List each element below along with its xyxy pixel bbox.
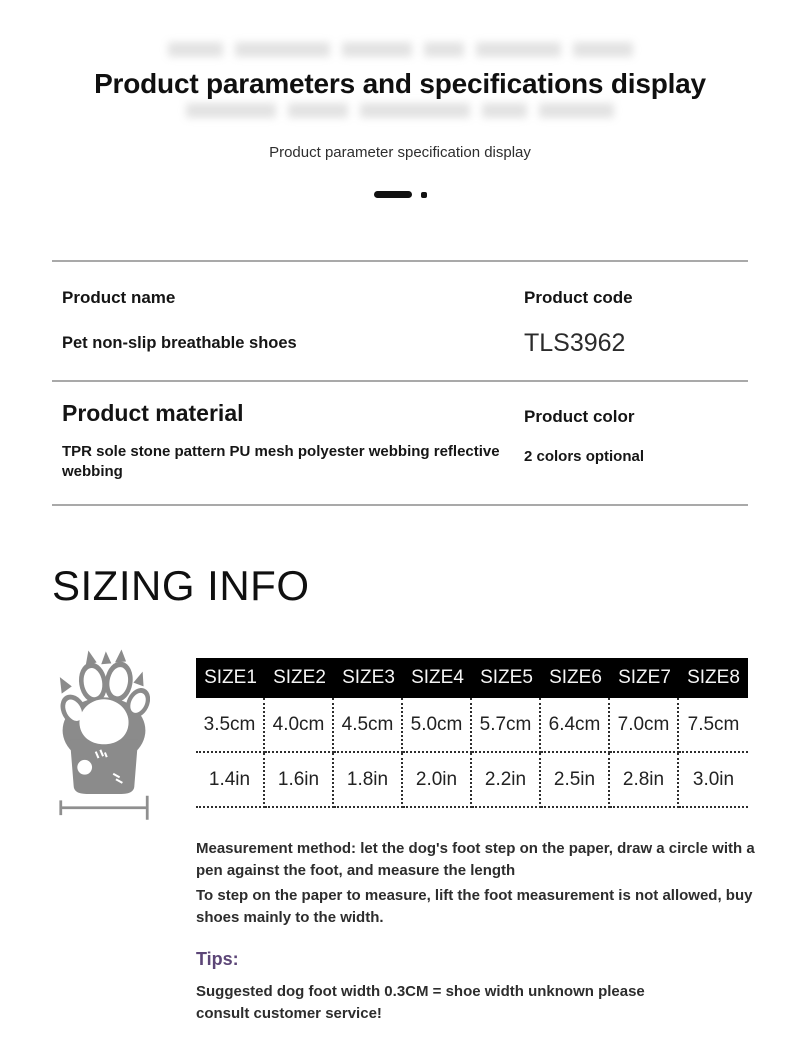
- product-color-label: Product color: [524, 407, 635, 426]
- product-color-column: [524, 400, 748, 504]
- size-inch-cell: 2.5in: [541, 753, 610, 808]
- size-header-cell: SIZE3: [342, 667, 395, 688]
- spec-row-material-color: [52, 382, 748, 504]
- measurement-note-2: To step on the paper to measure, lift the foot measurement is not allowed, buy shoes mainly to the width.: [196, 886, 753, 926]
- product-name-value: Pet non-slip breathable shoes: [62, 334, 297, 352]
- size-header-cell: SIZE8: [687, 667, 740, 688]
- size-inch-cell: 2.0in: [403, 753, 472, 808]
- divider-dot: [421, 192, 427, 198]
- product-color-value: 2 colors optional: [524, 448, 645, 465]
- size-cm-cell: 5.7cm: [472, 698, 541, 753]
- sizing-body: [52, 644, 748, 826]
- size-cm-row: [196, 698, 748, 753]
- size-inch-cell: 3.0in: [679, 753, 748, 808]
- size-inch-cell: 1.6in: [265, 753, 334, 808]
- size-cm-cell: 3.5cm: [196, 698, 265, 753]
- product-material-label: Product material: [62, 400, 244, 426]
- size-inch-row: [196, 753, 748, 808]
- size-table-header-row: [196, 658, 748, 698]
- size-inch-cell: 1.4in: [196, 753, 265, 808]
- product-material-value: TPR sole stone pattern PU mesh polyester webbing reflective webbing: [62, 443, 500, 480]
- size-header-cell: SIZE5: [480, 667, 533, 688]
- measurement-note-1: Measurement method: let the dog's foot step on the paper, draw a circle with a pen against the foot, and measure the length: [196, 839, 755, 879]
- measurement-notes: [196, 838, 770, 1025]
- tips-label: Tips:: [196, 948, 239, 969]
- spec-section: [52, 260, 748, 506]
- size-header-cell: SIZE2: [273, 667, 326, 688]
- size-cm-cell: 4.0cm: [265, 698, 334, 753]
- size-cm-cell: 6.4cm: [541, 698, 610, 753]
- ghost-text-bottom: [0, 103, 800, 118]
- title-divider: [0, 191, 800, 198]
- page-header: [0, 0, 800, 198]
- page-title: Product parameters and specifications display: [94, 68, 706, 99]
- size-inch-cell: 2.8in: [610, 753, 679, 808]
- spec-row-name-code: [52, 262, 748, 380]
- size-header-cell: SIZE4: [411, 667, 464, 688]
- size-cm-cell: 7.5cm: [679, 698, 748, 753]
- sizing-heading: SIZING INFO: [52, 562, 310, 609]
- size-cm-cell: 5.0cm: [403, 698, 472, 753]
- size-table: [196, 658, 748, 826]
- rule-bottom: [52, 504, 748, 506]
- size-header-cell: SIZE7: [618, 667, 671, 688]
- page-subtitle: Product parameter specification display: [269, 144, 531, 161]
- size-inch-cell: 1.8in: [334, 753, 403, 808]
- size-inch-cell: 2.2in: [472, 753, 541, 808]
- dog-paw-icon: [58, 644, 150, 826]
- product-name-label: Product name: [62, 288, 176, 307]
- size-cm-cell: 7.0cm: [610, 698, 679, 753]
- divider-dash: [374, 191, 412, 198]
- product-code-column: [524, 288, 748, 380]
- ghost-text-top: [0, 42, 800, 57]
- product-material-column: [62, 400, 524, 504]
- product-code-label: Product code: [524, 288, 633, 307]
- size-header-cell: SIZE1: [204, 667, 257, 688]
- sizing-section: [52, 562, 755, 1025]
- tips-text: Suggested dog foot width 0.3CM = shoe width unknown please consult customer service!: [196, 982, 645, 1022]
- product-code-value: TLS3962: [524, 329, 626, 357]
- size-header-cell: SIZE6: [549, 667, 602, 688]
- product-name-column: [62, 288, 524, 380]
- size-cm-cell: 4.5cm: [334, 698, 403, 753]
